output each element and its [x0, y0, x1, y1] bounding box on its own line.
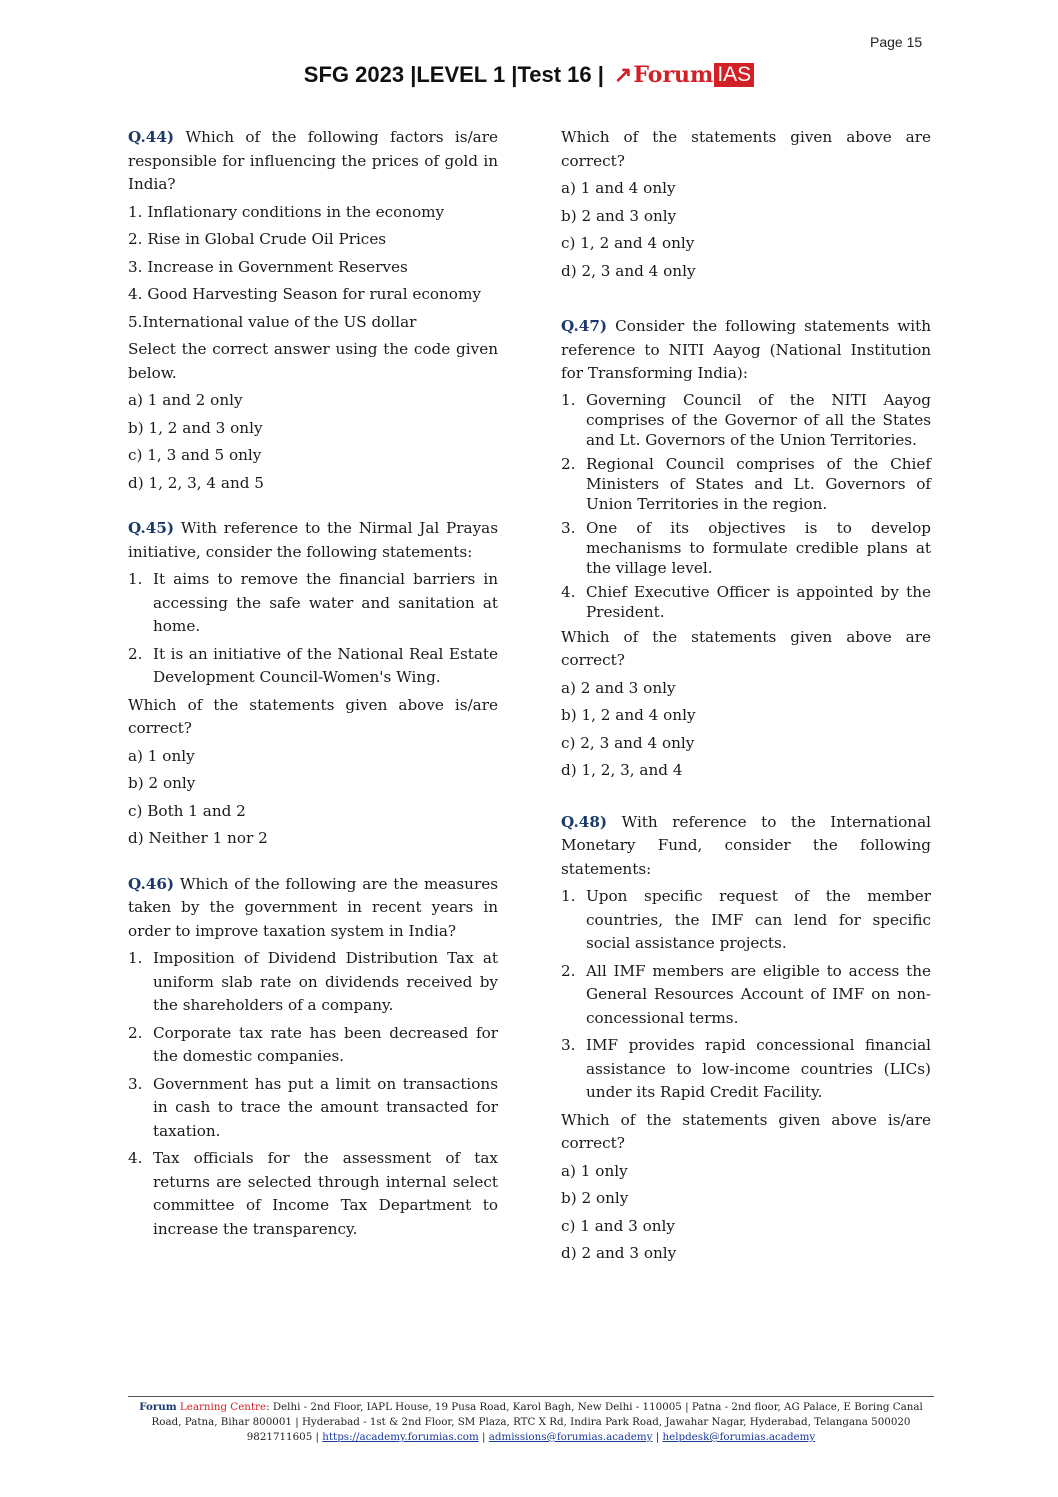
question-46-continued: [561, 126, 931, 283]
question-46: [128, 873, 498, 1242]
question-stem: Q.45) With reference to the Nirmal Jal Prayas initiative, consider the following statements:: [128, 519, 498, 561]
question-number: Q.44): [128, 128, 175, 146]
statement-item: 2. Corporate tax rate has been decreased for the domestic companies.: [128, 1023, 498, 1065]
statement-list: [561, 390, 931, 622]
question-45: [128, 517, 498, 851]
left-column: [128, 126, 498, 1263]
factor-line: 3. Increase in Government Reserves: [128, 257, 408, 276]
question-number: Q.48): [561, 812, 608, 831]
question-number: Q.45): [128, 519, 175, 537]
arrow-icon: ↗: [613, 62, 633, 87]
question-stem: Q.48) With reference to the International Monetary Fund, consider the following statements:: [561, 812, 931, 878]
logo-box-text: IAS: [714, 63, 754, 87]
right-column: [561, 126, 931, 1288]
footer-admissions-link[interactable]: admissions@forumias.academy: [488, 1431, 653, 1443]
factor-line: 4. Good Harvesting Season for rural economy: [128, 285, 481, 303]
footer-address: : Delhi - 2nd Floor, IAPL House, 19 Pusa Road, Karol Bagh, New Delhi - 110005 | Patna - 2nd floor, AG Palace, E Boring Canal Road, Patna, Bihar 800001 | Hyderabad - 1st & 2nd Floor, SM Plaza, RTC X Rd, Indira Park Road, Jawahar Nagar, Hyderabad, Telangana 500020: [151, 1401, 923, 1428]
statement-list: [128, 568, 498, 690]
answer-option: c) 1, 3 and 5 only: [128, 446, 262, 464]
footer-divider: [128, 1396, 934, 1397]
statement-item: 2. All IMF members are eligible to access the General Resources Account of IMF on non-concessional terms.: [561, 961, 931, 1027]
question-stem: Q.47) Consider the following statements with reference to NITI Aayog (National Institution for Transforming India):: [561, 317, 931, 382]
statement-item: 3. IMF provides rapid concessional financial assistance to low-income countries (LICs) under its Rapid Credit Facility.: [561, 1036, 931, 1101]
statement-list: [561, 885, 931, 1105]
answer-option: d) 2 and 3 only: [561, 1244, 677, 1262]
answer-option: a) 1 only: [561, 1161, 628, 1180]
footer-brand-forum: Forum: [139, 1401, 177, 1413]
answer-option: a) 1 and 4 only: [561, 179, 676, 197]
question-prompt: Which of the statements given above is/are correct?: [561, 1110, 931, 1152]
question-47: [561, 315, 931, 783]
statement-item: 4. Chief Executive Officer is appointed by the President.: [561, 582, 931, 621]
answer-option: d) Neither 1 nor 2: [128, 829, 268, 847]
answer-option: c) 1, 2 and 4 only: [561, 234, 695, 252]
question-stem: Q.44) Which of the following factors is/are responsible for influencing the prices of gold in India?: [128, 128, 498, 193]
answer-option: d) 1, 2, 3, 4 and 5: [128, 473, 264, 492]
question-number: Q.46): [128, 874, 175, 893]
footer-phone: 9821711605 |: [246, 1431, 323, 1443]
page-number: Page 15: [870, 34, 923, 50]
answer-option: b) 2 and 3 only: [561, 206, 677, 225]
answer-option: a) 1 only: [128, 746, 195, 765]
question-44: [128, 126, 498, 495]
answer-option: a) 2 and 3 only: [561, 678, 676, 697]
answer-option: c) 1 and 3 only: [561, 1216, 675, 1235]
statement-item: 3. Government has put a limit on transactions in cash to trace the amount transacted for taxation.: [128, 1074, 498, 1140]
question-prompt: Which of the statements given above is/are correct?: [128, 695, 498, 737]
factor-line: 1. Inflationary conditions in the economy: [128, 202, 445, 221]
page-footer: Forum Learning Centre: Delhi - 2nd Floor, IAPL House, 19 Pusa Road, Karol Bagh, New Delhi - 110005 | Patna - 2nd floor, AG Palace, E Boring Canal Road, Patna, Bihar 800001 | Hyderabad - 1st & 2nd Floor, SM Plaza, RTC X Rd, Indira Park Road, Jawahar Nagar, Hyderabad, Telangana 500020 9821711605 | https://academy.forumias.com | admissions@forumias.academy | helpdesk@forumias.academy: [139, 1401, 923, 1443]
footer-site-link[interactable]: https://academy.forumias.com: [322, 1431, 479, 1443]
statement-item: 1. Upon specific request of the member countries, the IMF can lend for specific social assistance projects.: [561, 887, 931, 952]
statement-item: 1. Imposition of Dividend Distribution Tax at uniform slab rate on dividends received by the shareholders of a company.: [128, 949, 498, 1014]
factor-line: 2. Rise in Global Crude Oil Prices: [128, 230, 387, 248]
answer-option: b) 2 only: [128, 774, 196, 792]
question-prompt: Select the correct answer using the code given below.: [128, 340, 498, 382]
answer-option: c) Both 1 and 2: [128, 801, 246, 820]
statement-item: 4. Tax officials for the assessment of tax returns are selected through internal select committee of Income Tax Department to increase the transparency.: [128, 1149, 498, 1238]
statement-item: 3. One of its objectives is to develop mechanisms to formulate credible plans at the village level.: [561, 518, 931, 577]
statement-item: 1. It aims to remove the financial barriers in accessing the safe water and sanitation at home.: [128, 570, 498, 635]
answer-option: b) 1, 2 and 3 only: [128, 418, 263, 437]
forumias-logo: [614, 62, 754, 88]
logo-text: Forum: [633, 62, 714, 88]
answer-option: d) 1, 2, 3, and 4: [561, 761, 683, 779]
page-header: [0, 62, 1058, 88]
statement-item: 2. It is an initiative of the National Real Estate Development Council-Women's Wing.: [128, 644, 498, 686]
statement-list: [128, 947, 498, 1241]
question-stem: Q.46) Which of the following are the measures taken by the government in recent years in order to improve taxation system in India?: [128, 874, 498, 940]
answer-option: b) 2 only: [561, 1189, 629, 1207]
question-prompt: Which of the statements given above are correct?: [561, 128, 931, 170]
answer-option: a) 1 and 2 only: [128, 391, 243, 409]
statement-item: 2. Regional Council comprises of the Chief Ministers of States and Lt. Governors of Union Territories in the region.: [561, 454, 931, 513]
question-48: [561, 811, 931, 1266]
statement-item: 1. Governing Council of the NITI Aayog comprises of the Governor of all the States and Lt. Governors of the Union Territories.: [561, 390, 931, 449]
question-prompt: Which of the statements given above are correct?: [561, 627, 931, 669]
answer-option: d) 2, 3 and 4 only: [561, 261, 696, 280]
answer-option: c) 2, 3 and 4 only: [561, 733, 695, 752]
factor-line: 5.International value of the US dollar: [128, 312, 417, 331]
test-title: SFG 2023 |LEVEL 1 |Test 16 |: [303, 62, 604, 87]
question-number: Q.47): [561, 317, 608, 335]
footer-helpdesk-link[interactable]: helpdesk@forumias.academy: [662, 1431, 816, 1443]
footer-brand-rest: Learning Centre: [176, 1401, 267, 1413]
answer-option: b) 1, 2 and 4 only: [561, 706, 696, 724]
